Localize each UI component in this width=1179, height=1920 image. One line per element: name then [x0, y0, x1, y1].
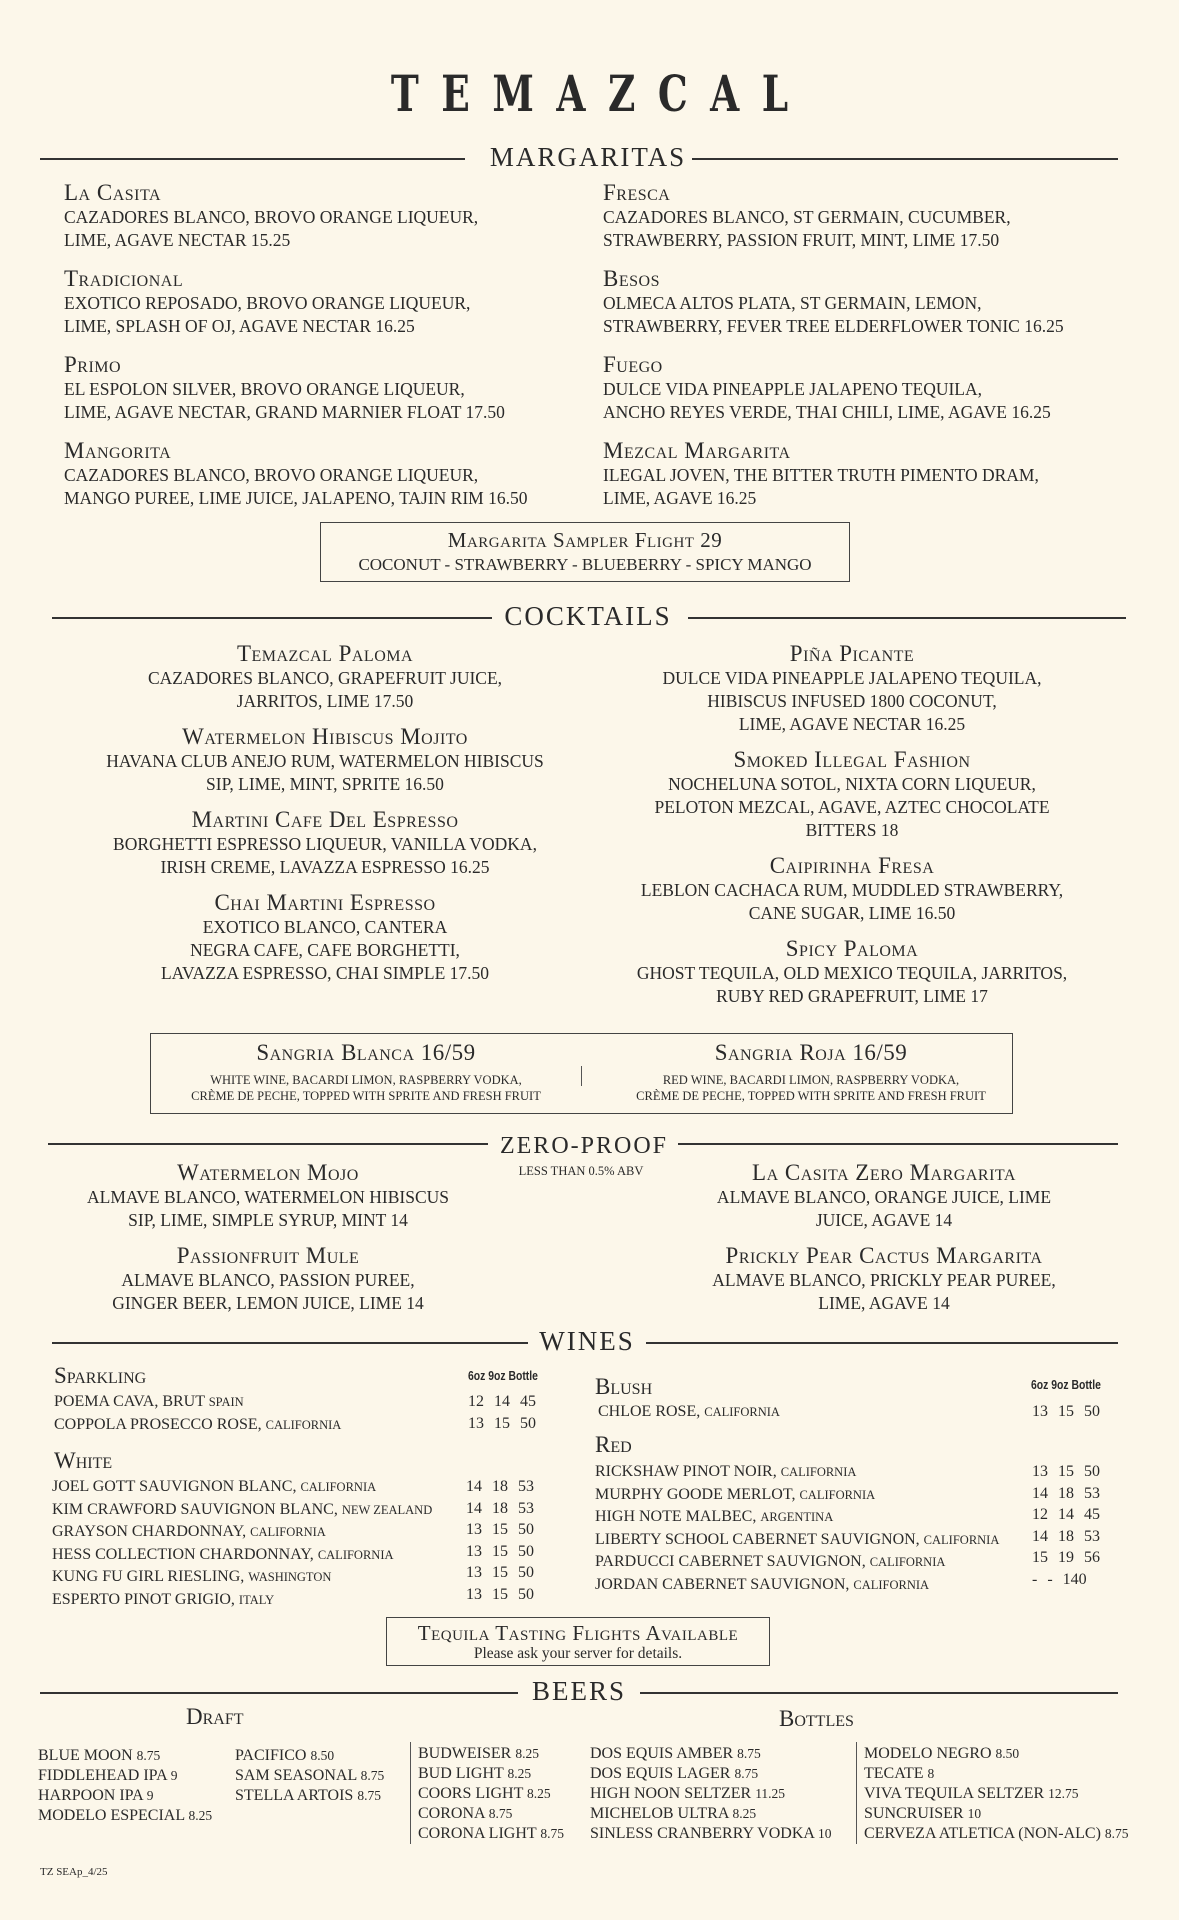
divider — [856, 1742, 857, 1844]
zero-proof-heading: ZERO-PROOF — [499, 1133, 669, 1159]
item-desc: PELOTON MEZCAL, AGAVE, AZTEC CHOCOLATE — [654, 797, 1050, 817]
beer-price: 8 — [927, 1766, 935, 1781]
divider — [40, 158, 465, 160]
item-name: Mangorita — [64, 438, 172, 463]
item-name: Watermelon Mojo — [177, 1160, 359, 1185]
beer-price: 8.25 — [515, 1746, 539, 1761]
wine-row — [598, 1401, 780, 1424]
bottles-heading: Bottles — [779, 1706, 854, 1731]
price-column-headers: 6oz 9oz Bottle — [1031, 1377, 1101, 1392]
item-desc: ALMAVE BLANCO, WATERMELON HIBISCUS — [86, 1187, 450, 1207]
item-desc: NOCHELUNA SOTOL, NIXTA CORN LIQUEUR, — [668, 774, 1036, 794]
item-name: Smoked Illegal Fashion — [733, 747, 971, 772]
beer-price: 8.25 — [732, 1806, 757, 1821]
zero-proof-left-column — [87, 1160, 449, 1315]
wine-row — [595, 1529, 999, 1552]
divider — [40, 1692, 518, 1694]
item-desc: LIME, AGAVE 16.25 — [603, 488, 757, 508]
cocktails-left-column — [106, 641, 544, 985]
divider — [48, 1143, 488, 1145]
wine-row — [595, 1461, 999, 1484]
wine-name: ESPERTO PINOT GRIGIO, — [52, 1590, 235, 1608]
sparkling-list — [54, 1391, 341, 1436]
wine-region: CALIFORNIA — [317, 1547, 394, 1562]
wine-row — [595, 1574, 999, 1597]
beer-name: VIVA TEQUILA SELTZER — [864, 1785, 1045, 1802]
wine-name: GRAYSON CHARDONNAY, — [52, 1523, 247, 1540]
menu-item — [106, 807, 544, 879]
item-name: Martini Cafe Del Espresso — [191, 807, 459, 832]
menu-item — [603, 438, 1064, 510]
item-desc: RUBY RED GRAPEFRUIT, LIME 17 — [716, 986, 988, 1006]
menu-item — [191, 1040, 541, 1104]
tequila-flights-title: Tequila Tasting Flights Available — [417, 1621, 739, 1645]
item-name: Temazcal Paloma — [236, 641, 414, 666]
beer-name: BUD LIGHT — [418, 1765, 504, 1782]
draft-heading: Draft — [186, 1704, 244, 1729]
item-desc: WHITE WINE, BACARDI LIMON, RASPBERRY VODKA, — [210, 1073, 522, 1087]
wine-row — [54, 1391, 341, 1414]
beer-row — [864, 1784, 1129, 1804]
beer-name: STELLA ARTOIS — [235, 1787, 354, 1804]
item-name: Tradicional — [64, 266, 184, 291]
beer-row — [590, 1804, 832, 1824]
wine-prices: 13 15 50 — [466, 1521, 534, 1538]
menu-item — [712, 1160, 1055, 1232]
item-desc: SIP, LIME, MINT, SPRITE 16.50 — [206, 774, 444, 794]
cocktails-heading: COCKTAILS — [504, 601, 672, 631]
zero-proof-subtitle: LESS THAN 0.5% ABV — [518, 1164, 644, 1178]
item-desc: RED WINE, BACARDI LIMON, RASPBERRY VODKA, — [662, 1073, 960, 1087]
beer-name: HIGH NOON SELTZER — [590, 1785, 752, 1802]
beer-name: CORONA LIGHT — [418, 1825, 537, 1842]
beer-row — [38, 1766, 212, 1786]
wine-name: JOEL GOTT SAUVIGNON BLANC, — [52, 1478, 297, 1495]
beers-heading: BEERS — [531, 1676, 627, 1706]
wine-row — [54, 1414, 341, 1437]
wine-name: CHLOE ROSE, — [598, 1403, 701, 1420]
item-desc: LIME, AGAVE NECTAR, GRAND MARNIER FLOAT 17.50 — [64, 402, 505, 422]
item-desc: LIME, AGAVE NECTAR 16.25 — [738, 714, 966, 734]
item-desc: LIME, AGAVE NECTAR 15.25 — [64, 230, 291, 250]
wine-prices: 13 15 50 — [466, 1564, 534, 1581]
wine-prices: 14 18 53 — [1032, 1484, 1100, 1502]
white-list — [52, 1476, 432, 1611]
wine-row — [52, 1589, 432, 1612]
menu-item — [712, 1243, 1055, 1315]
beer-name: PACIFICO — [235, 1747, 307, 1764]
beer-price: 8.25 — [188, 1808, 213, 1823]
wine-region: CALIFORNIA — [300, 1480, 377, 1494]
beer-name: COORS LIGHT — [418, 1785, 524, 1802]
wine-row — [52, 1476, 432, 1499]
margaritas-right-column — [603, 180, 1064, 510]
wine-prices: 13 15 50 — [468, 1414, 536, 1432]
item-name: Fresca — [603, 180, 671, 205]
beer-row — [38, 1746, 212, 1766]
beer-name: SUNCRUISER — [864, 1805, 964, 1822]
beer-price: 8.75 — [488, 1806, 513, 1821]
wine-region: CALIFORNIA — [265, 1417, 342, 1432]
item-desc: CRÈME DE PECHE, TOPPED WITH SPRITE AND FRESH FRUIT — [636, 1089, 986, 1103]
wine-prices: 13 15 50 — [1032, 1463, 1100, 1480]
menu-item — [106, 641, 544, 713]
sparkling-prices — [468, 1391, 536, 1434]
item-desc: DULCE VIDA PINEAPPLE JALAPENO TEQUILA, — [603, 379, 983, 399]
beer-price: 8.75 — [737, 1746, 761, 1761]
wine-name: HESS COLLECTION CHARDONNAY, — [52, 1545, 314, 1563]
white-prices — [466, 1476, 534, 1605]
beer-row — [590, 1744, 832, 1764]
wine-region: WASHINGTON — [248, 1570, 332, 1584]
item-desc: BITTERS 18 — [805, 820, 899, 840]
wine-prices: 14 18 53 — [466, 1478, 534, 1495]
beer-name: DOS EQUIS LAGER — [590, 1765, 731, 1782]
item-desc: STRAWBERRY, FEVER TREE ELDERFLOWER TONIC 16.25 — [603, 316, 1064, 336]
menu-item — [603, 266, 1064, 338]
tequila-flights-note: Please ask your server for details. — [473, 1645, 683, 1662]
wine-region: CALIFORNIA — [799, 1487, 876, 1502]
restaurant-logo: TEMAZCAL — [390, 64, 811, 123]
sampler-desc: COCONUT - STRAWBERRY - BLUEBERRY - SPICY MANGO — [358, 555, 812, 574]
wine-name: JORDAN CABERNET SAUVIGNON, — [595, 1575, 850, 1593]
beer-name: HARPOON IPA — [38, 1787, 143, 1804]
bottles-column-3 — [864, 1744, 1129, 1844]
divider — [640, 1692, 1118, 1694]
item-desc: LIME, SPLASH OF OJ, AGAVE NECTAR 16.25 — [64, 316, 415, 336]
beer-price: 8.75 — [357, 1788, 381, 1803]
wine-prices: 13 15 50 — [1032, 1403, 1100, 1420]
beer-row — [864, 1824, 1129, 1844]
item-desc: CAZADORES BLANCO, BROVO ORANGE LIQUEUR, — [64, 207, 479, 227]
beer-row — [590, 1824, 832, 1844]
item-desc: JUICE, AGAVE 14 — [815, 1210, 953, 1230]
divider — [678, 1143, 1118, 1145]
menu-item — [637, 641, 1067, 736]
red-prices — [1032, 1461, 1100, 1590]
item-desc: CANE SUGAR, LIME 16.50 — [748, 903, 956, 923]
wine-name: PARDUCCI CABERNET SAUVIGNON, — [595, 1553, 866, 1570]
item-name: Watermelon Hibiscus Mojito — [182, 724, 468, 749]
item-desc: ALMAVE BLANCO, PASSION PUREE, — [121, 1270, 415, 1290]
beer-row — [235, 1746, 384, 1766]
beer-name: SINLESS CRANBERRY VODKA — [590, 1825, 815, 1842]
item-name: Primo — [64, 352, 122, 377]
divider — [688, 617, 1126, 619]
beer-price: 9 — [170, 1768, 178, 1783]
wine-region: CALIFORNIA — [869, 1555, 946, 1569]
beer-name: TECATE — [864, 1765, 924, 1782]
wine-region: CALIFORNIA — [704, 1405, 780, 1419]
item-name: Fuego — [603, 352, 663, 377]
menu-item — [64, 438, 528, 510]
bottles-column-2 — [590, 1744, 832, 1844]
item-desc: JARRITOS, LIME 17.50 — [236, 691, 414, 711]
menu-item — [64, 266, 528, 338]
zero-proof-right-column — [712, 1160, 1055, 1315]
item-desc: CAZADORES BLANCO, ST GERMAIN, CUCUMBER, — [603, 207, 1011, 227]
wine-prices: 13 15 50 — [466, 1585, 534, 1603]
item-desc: LAVAZZA ESPRESSO, CHAI SIMPLE 17.50 — [160, 963, 490, 983]
menu-item — [636, 1040, 986, 1104]
item-desc: HAVANA CLUB ANEJO RUM, WATERMELON HIBISCUS — [106, 751, 544, 771]
item-desc: LEBLON CACHACA RUM, MUDDLED STRAWBERRY, — [640, 880, 1064, 900]
item-name: Mezcal Margarita — [603, 438, 791, 463]
beer-name: MODELO NEGRO — [864, 1745, 992, 1762]
item-name: Caipirinha Fresa — [769, 853, 935, 878]
wine-name: HIGH NOTE MALBEC, — [595, 1508, 757, 1525]
item-desc: EL ESPOLON SILVER, BROVO ORANGE LIQUEUR, — [64, 379, 465, 399]
divider — [52, 1342, 528, 1344]
beer-price: 8.25 — [527, 1786, 551, 1801]
beer-price: 12.75 — [1048, 1786, 1079, 1801]
menu-item — [64, 352, 528, 424]
wine-prices: 14 18 53 — [466, 1499, 534, 1517]
wine-name: POEMA CAVA, BRUT — [54, 1393, 205, 1410]
bottles-column-1 — [418, 1744, 564, 1844]
beer-price: 8.25 — [507, 1766, 532, 1781]
beer-row — [590, 1784, 832, 1804]
wine-prices: 12 14 45 — [468, 1393, 536, 1410]
beer-row — [418, 1804, 564, 1824]
beer-price: 8.50 — [995, 1746, 1020, 1761]
wine-region: CALIFORNIA — [780, 1465, 857, 1479]
beer-name: SAM SEASONAL — [235, 1767, 357, 1784]
margaritas-heading: MARGARITAS — [489, 142, 687, 172]
beer-price: 8.75 — [360, 1768, 385, 1783]
beer-price: 10 — [818, 1826, 832, 1841]
menu-item — [637, 936, 1067, 1008]
beer-row — [235, 1766, 384, 1786]
menu-item — [87, 1243, 449, 1315]
menu-item — [64, 180, 528, 252]
wine-row — [52, 1521, 432, 1544]
sparkling-heading: Sparkling — [54, 1363, 147, 1388]
menu-item — [637, 747, 1067, 842]
margaritas-left-column — [64, 180, 528, 510]
wine-region: CALIFORNIA — [250, 1525, 326, 1539]
wine-region: NEW ZEALAND — [341, 1502, 433, 1517]
blush-heading: Blush — [595, 1374, 653, 1399]
beer-name: BUDWEISER — [418, 1745, 512, 1762]
item-desc: NEGRA CAFE, CAFE BORGHETTI, — [190, 940, 460, 960]
item-desc: GINGER BEER, LEMON JUICE, LIME 14 — [112, 1293, 424, 1313]
item-desc: SIP, LIME, SIMPLE SYRUP, MINT 14 — [128, 1210, 408, 1230]
beer-name: CORONA — [418, 1805, 485, 1822]
price-column-headers: 6oz 9oz Bottle — [468, 1368, 538, 1383]
wine-prices: 13 15 50 — [466, 1542, 534, 1560]
beer-row — [235, 1786, 384, 1806]
wine-row — [595, 1484, 999, 1507]
wine-row — [52, 1499, 432, 1522]
beer-row — [590, 1764, 832, 1784]
beer-price: 9 — [146, 1788, 154, 1803]
beer-row — [418, 1824, 564, 1844]
item-name: Sangria Blanca 16/59 — [256, 1040, 476, 1065]
menu-item — [637, 853, 1067, 925]
red-list — [595, 1461, 999, 1596]
item-desc: EXOTICO REPOSADO, BROVO ORANGE LIQUEUR, — [64, 293, 471, 313]
item-desc: ALMAVE BLANCO, ORANGE JUICE, LIME — [716, 1187, 1052, 1207]
wine-prices: 15 19 56 — [1032, 1549, 1100, 1566]
divider — [581, 1066, 582, 1086]
item-desc: CRÈME DE PECHE, TOPPED WITH SPRITE AND FRESH FRUIT — [191, 1089, 541, 1103]
item-name: Chai Martini Espresso — [214, 890, 436, 915]
divider — [646, 1342, 1118, 1344]
menu-item — [106, 890, 544, 985]
wine-row — [595, 1506, 999, 1529]
wine-name: KIM CRAWFORD SAUVIGNON BLANC, — [52, 1500, 338, 1518]
beer-price: 10 — [967, 1806, 982, 1821]
item-desc: CAZADORES BLANCO, GRAPEFRUIT JUICE, — [147, 668, 503, 688]
item-desc: HIBISCUS INFUSED 1800 COCONUT, — [707, 691, 997, 711]
divider — [410, 1742, 411, 1844]
footer-code: TZ SEAp_4/25 — [40, 1866, 108, 1878]
item-name: La Casita — [64, 180, 162, 205]
menu-item — [603, 352, 1064, 424]
wine-prices: 14 18 53 — [1032, 1527, 1100, 1545]
beer-row — [418, 1764, 564, 1784]
item-desc: IRISH CREME, LAVAZZA ESPRESSO 16.25 — [160, 857, 490, 877]
sangria-box — [150, 1033, 1013, 1114]
beer-name: MODELO ESPECIAL — [38, 1807, 185, 1824]
item-desc: LIME, AGAVE 14 — [818, 1293, 950, 1313]
beer-price: 11.25 — [755, 1786, 786, 1801]
draft-column-1 — [38, 1746, 212, 1826]
beer-row — [418, 1744, 564, 1764]
item-name: Besos — [603, 266, 660, 291]
item-name: La Casita Zero Margarita — [752, 1160, 1016, 1185]
beer-name: CERVEZA ATLETICA (NON-ALC) — [864, 1825, 1101, 1842]
wine-row — [595, 1551, 999, 1574]
red-heading: Red — [595, 1432, 632, 1457]
divider — [52, 617, 492, 619]
menu-item — [106, 724, 544, 796]
cocktails-right-column — [637, 641, 1067, 1008]
beer-row — [418, 1784, 564, 1804]
item-desc: MANGO PUREE, LIME JUICE, JALAPENO, TAJIN RIM 16.50 — [64, 488, 528, 508]
item-name: Spicy Paloma — [785, 936, 919, 961]
item-desc: STRAWBERRY, PASSION FRUIT, MINT, LIME 17.50 — [603, 230, 1000, 250]
sampler-box — [320, 522, 850, 582]
item-desc: DULCE VIDA PINEAPPLE JALAPENO TEQUILA, — [662, 668, 1042, 688]
wine-region: ARGENTINA — [760, 1510, 834, 1524]
item-desc: OLMECA ALTOS PLATA, ST GERMAIN, LEMON, — [603, 293, 982, 313]
wine-region: SPAIN — [208, 1395, 244, 1409]
item-name: Prickly Pear Cactus Margarita — [725, 1243, 1043, 1268]
menu-item — [87, 1160, 449, 1232]
beer-name: DOS EQUIS AMBER — [590, 1745, 734, 1762]
wine-prices: - - 140 — [1032, 1570, 1087, 1588]
blush-prices — [1032, 1401, 1100, 1423]
wine-name: KUNG FU GIRL RIESLING, — [52, 1568, 245, 1585]
item-desc: BORGHETTI ESPRESSO LIQUEUR, VANILLA VODKA, — [113, 834, 537, 854]
wine-region: CALIFORNIA — [853, 1577, 930, 1592]
item-name: Sangria Roja 16/59 — [714, 1040, 908, 1065]
item-name: Piña Picante — [789, 641, 915, 666]
beer-price: 8.75 — [734, 1766, 759, 1781]
wine-region: CALIFORNIA — [923, 1532, 1000, 1547]
white-heading: White — [54, 1448, 113, 1473]
wine-prices: 12 14 45 — [1032, 1506, 1100, 1523]
beer-name: BLUE MOON — [38, 1747, 133, 1764]
beer-row — [864, 1764, 1129, 1784]
draft-column-2 — [235, 1746, 384, 1806]
wine-name: LIBERTY SCHOOL CABERNET SAUVIGNON, — [595, 1530, 920, 1548]
item-desc: CAZADORES BLANCO, BROVO ORANGE LIQUEUR, — [64, 465, 479, 485]
item-desc: GHOST TEQUILA, OLD MEXICO TEQUILA, JARRITOS, — [636, 963, 1068, 983]
divider — [692, 158, 1118, 160]
beer-name: MICHELOB ULTRA — [590, 1805, 729, 1822]
beer-row — [864, 1804, 1129, 1824]
wine-row — [52, 1544, 432, 1567]
beer-price: 8.75 — [136, 1748, 161, 1763]
item-desc: ANCHO REYES VERDE, THAI CHILI, LIME, AGAVE 16.25 — [603, 402, 1051, 422]
sampler-title: Margarita Sampler Flight 29 — [447, 528, 723, 552]
wine-name: MURPHY GOODE MERLOT, — [595, 1485, 796, 1503]
wine-row — [52, 1566, 432, 1589]
item-desc: EXOTICO BLANCO, CANTERA — [202, 917, 448, 937]
wine-name: RICKSHAW PINOT NOIR, — [595, 1463, 777, 1480]
item-name: Passionfruit Mule — [176, 1243, 360, 1268]
item-desc: ALMAVE BLANCO, PRICKLY PEAR PUREE, — [712, 1270, 1056, 1290]
blush-list — [598, 1401, 780, 1424]
item-desc: ILEGAL JOVEN, THE BITTER TRUTH PIMENTO DRAM, — [603, 465, 1039, 485]
wine-name: COPPOLA PROSECCO ROSE, — [54, 1415, 262, 1433]
wines-heading: WINES — [539, 1326, 635, 1356]
beer-row — [38, 1806, 212, 1826]
beer-name: FIDDLEHEAD IPA — [38, 1767, 167, 1784]
tequila-flights-box — [386, 1617, 770, 1666]
beer-price: 8.75 — [540, 1826, 564, 1841]
wine-region: ITALY — [238, 1592, 275, 1607]
beer-price: 8.75 — [1104, 1826, 1129, 1841]
beer-row — [864, 1744, 1129, 1764]
beer-row — [38, 1786, 212, 1806]
menu-item — [603, 180, 1064, 252]
beer-price: 8.50 — [310, 1748, 335, 1763]
